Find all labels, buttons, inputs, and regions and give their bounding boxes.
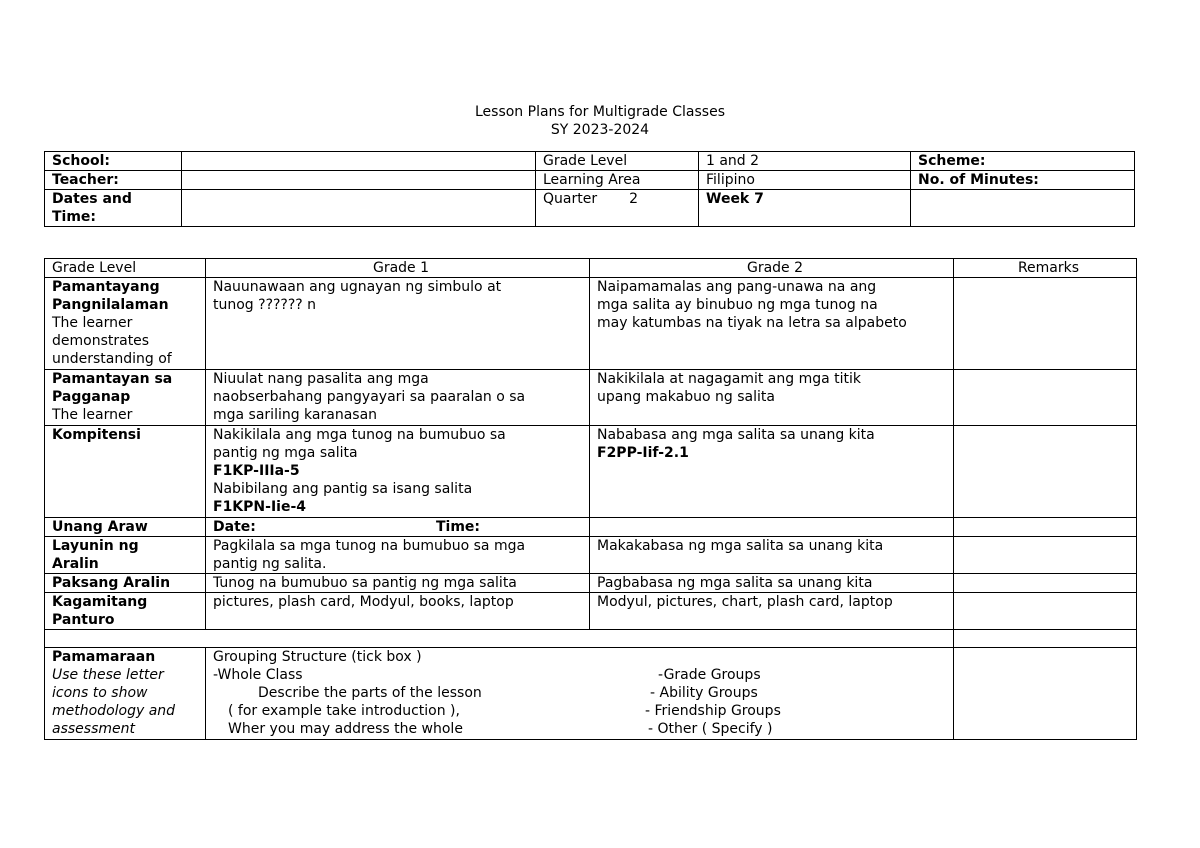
text-line: naobserbahang pangyayari sa paaralan o sa — [213, 389, 526, 405]
whole-class-option: -Whole Class — [213, 667, 303, 683]
text-line: Pagkilala sa mga tunog na bumubuo sa mga — [213, 538, 526, 554]
performance-standard-grade2 — [590, 370, 954, 426]
label-sub: The learner — [52, 407, 133, 423]
grade-groups-option: -Grade Groups — [658, 667, 761, 683]
text-line: Naipamamalas ang pang-unawa na ang — [597, 279, 877, 295]
remarks-cell[interactable] — [954, 426, 1137, 518]
text-line: may katumbas na tiyak na letra sa alpabeto — [597, 315, 907, 331]
procedure-content — [206, 648, 954, 740]
other-option: - Other ( Specify ) — [648, 721, 773, 737]
teacher-label: Teacher: — [45, 171, 182, 190]
competency-code: F2PP-Iif-2.1 — [597, 445, 689, 461]
quarter-label: Quarter — [543, 191, 598, 207]
title-text: Lesson Plans for Multigrade Classes — [474, 104, 725, 120]
topic-grade2: Pagbabasa ng mga salita sa unang kita — [590, 574, 954, 593]
label-line: Pangnilalaman — [52, 297, 169, 313]
quarter-cell — [536, 190, 699, 227]
label-line: Pamamaraan — [52, 649, 156, 665]
remarks-cell[interactable] — [954, 593, 1137, 630]
grade-level-label: Grade Level — [536, 152, 699, 171]
school-year: SY 2023-2024 — [550, 122, 650, 138]
learning-area-label: Learning Area — [536, 171, 699, 190]
header-grade-1: Grade 1 — [206, 259, 590, 278]
remarks-cell[interactable] — [954, 370, 1137, 426]
performance-standard-grade1 — [206, 370, 590, 426]
text-line: upang makabuo ng salita — [597, 389, 775, 405]
label-sub: icons to show — [52, 685, 148, 701]
label-sub: demonstrates — [52, 333, 150, 349]
text-line: pantig ng salita. — [213, 556, 327, 572]
text-line: Niuulat nang pasalita ang mga — [213, 371, 429, 387]
grade-level-value: 1 and 2 — [699, 152, 911, 171]
materials-grade2: Modyul, pictures, chart, plash card, laptop — [590, 593, 954, 630]
materials-grade1: pictures, plash card, Modyul, books, laptop — [206, 593, 590, 630]
label-sub: understanding of — [52, 351, 172, 367]
school-label: School: — [45, 152, 182, 171]
dates-label-line2: Time: — [52, 209, 97, 225]
label-line: Pamantayan sa — [52, 371, 173, 387]
friendship-groups-option: - Friendship Groups — [645, 703, 781, 719]
competency-grade1 — [206, 426, 590, 518]
week-label: Week 7 — [699, 190, 911, 227]
remarks-cell[interactable] — [954, 278, 1137, 370]
competency-code: F1KP-IIIa-5 — [213, 463, 300, 479]
lesson-parts-text: Describe the parts of the lesson — [258, 685, 482, 701]
week-extra[interactable] — [911, 190, 1135, 227]
date-time-cell — [206, 518, 590, 537]
objective-grade2: Makakabasa ng mga salita sa unang kita — [590, 537, 954, 574]
teacher-value[interactable] — [182, 171, 536, 190]
document-title — [0, 103, 1200, 139]
info-table — [44, 151, 1135, 227]
label-sub: The learner — [52, 315, 133, 331]
text-line: tunog ?????? n — [213, 297, 317, 313]
address-text: Wher you may address the whole — [228, 721, 463, 737]
dates-label-line1: Dates and — [52, 191, 132, 207]
label-sub: methodology and — [52, 703, 176, 719]
learning-area-value: Filipino — [699, 171, 911, 190]
lesson-plan-table — [44, 258, 1137, 740]
remarks-cell[interactable] — [954, 630, 1137, 648]
label-line: Pagganap — [52, 389, 131, 405]
dates-label — [45, 190, 182, 227]
content-standard-grade2 — [590, 278, 954, 370]
objective-label — [45, 537, 206, 574]
header-remarks: Remarks — [954, 259, 1137, 278]
text-line: mga sariling karanasan — [213, 407, 378, 423]
label-line: Layunin ng — [52, 538, 139, 554]
time-label: Time: — [436, 519, 481, 535]
competency-grade2 — [590, 426, 954, 518]
text-line: pantig ng mga salita — [213, 445, 358, 461]
blank-row[interactable] — [45, 630, 954, 648]
objective-grade1 — [206, 537, 590, 574]
remarks-cell[interactable] — [954, 537, 1137, 574]
header-grade-level: Grade Level — [45, 259, 206, 278]
text-line: Nakikilala ang mga tunog na bumubuo sa — [213, 427, 506, 443]
label-sub: Use these letter — [52, 667, 164, 683]
text-line: Nabibilang ang pantig sa isang salita — [213, 481, 473, 497]
day-label: Unang Araw — [45, 518, 206, 537]
scheme-label: Scheme: — [911, 152, 1135, 171]
label-sub: assessment — [52, 721, 135, 737]
school-value[interactable] — [182, 152, 536, 171]
text-line: mga salita ay binubuo ng mga tunog na — [597, 297, 878, 313]
topic-grade1: Tunog na bumubuo sa pantig ng mga salita — [206, 574, 590, 593]
label-line: Panturo — [52, 612, 115, 628]
example-text: ( for example take introduction ), — [228, 703, 460, 719]
header-grade-2: Grade 2 — [590, 259, 954, 278]
grouping-title: Grouping Structure (tick box ) — [213, 649, 422, 665]
competency-label: Kompitensi — [45, 426, 206, 518]
materials-label — [45, 593, 206, 630]
ability-groups-option: - Ability Groups — [650, 685, 758, 701]
competency-code: F1KPN-Iie-4 — [213, 499, 306, 515]
date-label: Date: — [213, 519, 256, 535]
remarks-cell[interactable] — [954, 574, 1137, 593]
remarks-cell[interactable] — [954, 648, 1137, 740]
content-standard-label — [45, 278, 206, 370]
day-grade2[interactable] — [590, 518, 954, 537]
label-line: Kagamitang — [52, 594, 148, 610]
label-line: Aralin — [52, 556, 99, 572]
dates-value[interactable] — [182, 190, 536, 227]
content-standard-grade1 — [206, 278, 590, 370]
minutes-label: No. of Minutes: — [911, 171, 1135, 190]
text-line: Nababasa ang mga salita sa unang kita — [597, 427, 875, 443]
label-line: Pamantayang — [52, 279, 160, 295]
text-line: Nakikilala at nagagamit ang mga titik — [597, 371, 862, 387]
text-line: Nauunawaan ang ugnayan ng simbulo at — [213, 279, 502, 295]
topic-label: Paksang Aralin — [45, 574, 206, 593]
quarter-value: 2 — [629, 191, 639, 207]
procedure-label — [45, 648, 206, 740]
performance-standard-label — [45, 370, 206, 426]
remarks-cell[interactable] — [954, 518, 1137, 537]
